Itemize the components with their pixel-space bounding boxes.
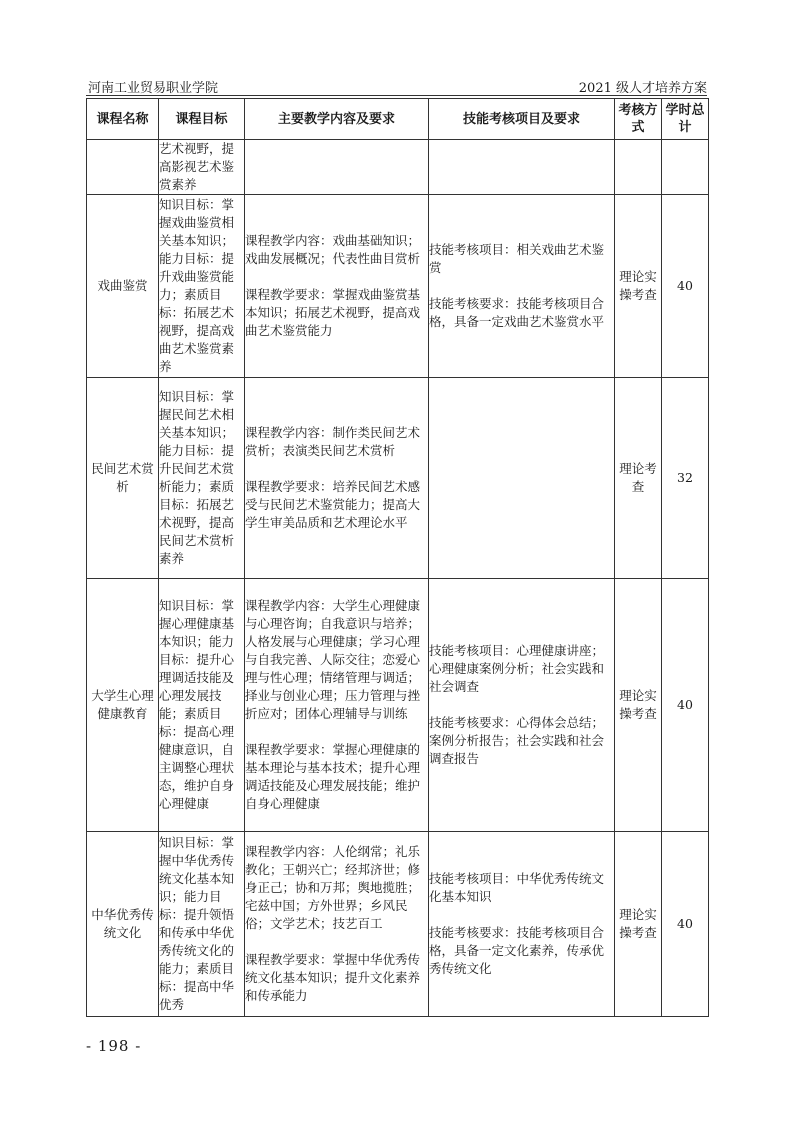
content-paragraph: 课程教学内容：人伦纲常；礼乐教化；王朝兴亡；经邦济世；修身正己；协和万邦；舆地揽胜；宅兹中国；方外世界；乡风民俗；文学艺术；技艺百工	[245, 844, 421, 931]
skill-paragraph: 技能考核要求：技能考核项目合格，具备一定戏曲艺术鉴赏水平	[429, 296, 605, 329]
header-skill-assessment: 技能考核项目及要求	[429, 99, 615, 140]
skill-assessment-cell	[429, 195, 615, 378]
content-paragraph: 课程教学要求：培养民间艺术感受与民间艺术鉴赏能力；提高大学生审美品质和艺术理论水平	[245, 479, 421, 530]
header-main-content: 主要教学内容及要求	[245, 99, 429, 140]
table-row	[87, 832, 709, 1017]
content-paragraph: 课程教学内容：制作类民间艺术赏析；表演类民间艺术赏析	[245, 425, 421, 458]
skill-paragraph: 技能考核项目：心理健康讲座；心理健康案例分析；社会实践和社会调查	[429, 643, 605, 694]
table-row	[87, 140, 709, 195]
course-name-cell: 中华优秀传统文化	[87, 832, 159, 1017]
table-row	[87, 579, 709, 832]
skill-assessment-cell	[429, 140, 615, 195]
course-name-cell: 大学生心理健康教育	[87, 579, 159, 832]
total-hours-cell: 40	[662, 195, 709, 378]
table-row	[87, 378, 709, 579]
main-content-cell	[245, 378, 429, 579]
table-header-row	[87, 99, 709, 140]
table-row	[87, 195, 709, 378]
assessment-method-cell	[615, 140, 662, 195]
total-hours-cell: 40	[662, 832, 709, 1017]
header-assessment-method: 考核方式	[615, 99, 662, 140]
skill-assessment-cell	[429, 378, 615, 579]
header-course-goal: 课程目标	[159, 99, 245, 140]
content-paragraph: 课程教学要求：掌握心理健康的基本理论与基本技术；提升心理调适技能及心理发展技能；维护自身心理健康	[245, 742, 421, 811]
skill-paragraph: 技能考核要求：心得体会总结；案例分析报告；社会实践和社会调查报告	[429, 715, 605, 766]
main-content-cell	[245, 832, 429, 1017]
course-name-cell	[87, 140, 159, 195]
total-hours-cell	[662, 140, 709, 195]
course-name-cell: 戏曲鉴赏	[87, 195, 159, 378]
skill-paragraph: 技能考核项目：相关戏曲艺术鉴赏	[429, 242, 605, 275]
header-program: 2021 级人才培养方案	[578, 81, 707, 96]
curriculum-table	[86, 98, 709, 1017]
content-paragraph: 课程教学要求：掌握戏曲鉴赏基本知识；拓展艺术视野，提高戏曲艺术鉴赏能力	[245, 287, 421, 338]
total-hours-cell: 40	[662, 579, 709, 832]
course-name-cell: 民间艺术赏析	[87, 378, 159, 579]
course-goal-cell: 艺术视野，提高影视艺术鉴赏素养	[159, 140, 245, 195]
header-total-hours: 学时总计	[662, 99, 709, 140]
assessment-method-cell: 理论实操考查	[615, 195, 662, 378]
total-hours-cell: 32	[662, 378, 709, 579]
header-institution: 河南工业贸易职业学院	[88, 81, 219, 96]
content-paragraph: 课程教学内容：戏曲基础知识；戏曲发展概况；代表性曲目赏析	[245, 233, 421, 266]
assessment-method-cell: 理论实操考查	[615, 579, 662, 832]
main-content-cell	[245, 579, 429, 832]
skill-assessment-cell	[429, 832, 615, 1017]
course-goal-cell: 知识目标：掌握民间艺术相关基本知识；能力目标：提升民间艺术赏析能力；素质目标：拓展艺术视野，提高民间艺术赏析素养	[159, 378, 245, 579]
course-goal-cell: 知识目标：掌握中华优秀传统文化基本知识；能力目标：提升领悟和传承中华优秀传统文化的能力；素质目标：提高中华优秀	[159, 832, 245, 1017]
skill-paragraph: 技能考核项目：中华优秀传统文化基本知识	[429, 871, 605, 904]
main-content-cell	[245, 195, 429, 378]
skill-paragraph: 技能考核要求：技能考核项目合格，具备一定文化素养，传承优秀传统文化	[429, 925, 605, 976]
content-paragraph: 课程教学要求：掌握中华优秀传统文化基本知识；提升文化素养和传承能力	[245, 952, 421, 1003]
header-divider	[86, 95, 707, 96]
assessment-method-cell: 理论实操考查	[615, 832, 662, 1017]
header-course-name: 课程名称	[87, 99, 159, 140]
page-number: - 198 -	[86, 1037, 142, 1055]
main-content-cell	[245, 140, 429, 195]
assessment-method-cell: 理论考查	[615, 378, 662, 579]
course-goal-cell: 知识目标：掌握心理健康基本知识；能力目标：提升心理调适技能及心理发展技能；素质目标：提高心理健康意识，自主调整心理状态，维护自身心理健康	[159, 579, 245, 832]
course-goal-cell: 知识目标：掌握戏曲鉴赏相关基本知识；能力目标：提升戏曲鉴赏能力；素质目标：拓展艺术视野，提高戏曲艺术鉴赏素养	[159, 195, 245, 378]
content-paragraph: 课程教学内容：大学生心理健康与心理咨询；自我意识与培养；人格发展与心理健康；学习心理与自我完善、人际交往；恋爱心理与性心理；情绪管理与调适；择业与创业心理；压力管理与挫折应对；团体心理辅导与训练	[245, 598, 421, 721]
skill-assessment-cell	[429, 579, 615, 832]
